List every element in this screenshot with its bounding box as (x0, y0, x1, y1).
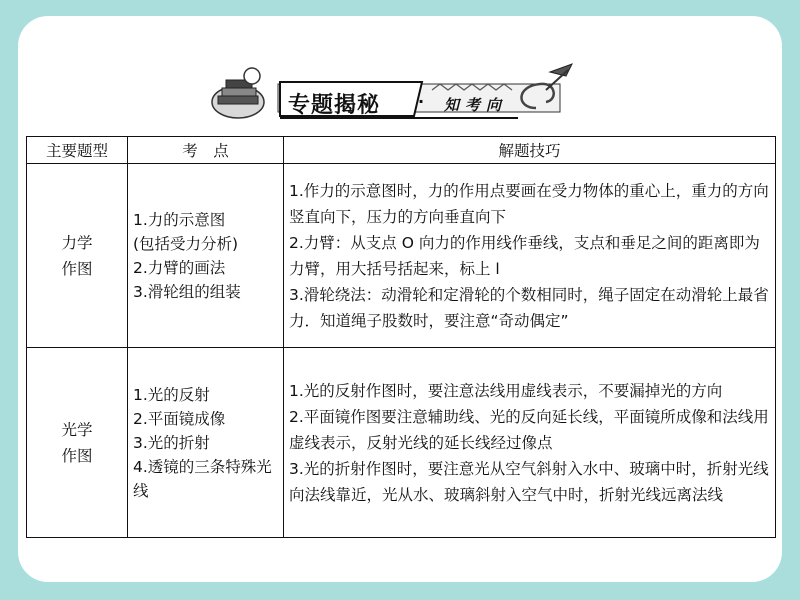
row-type-line: 光学 (61, 420, 93, 439)
header-points: 考 点 (128, 137, 284, 164)
row-tips-cell (284, 348, 776, 538)
table-row (27, 164, 776, 348)
banner-decoration (200, 62, 580, 126)
point-item: 3.滑轮组的组装 (133, 282, 241, 301)
section-banner (200, 62, 580, 126)
tip-item: 3.滑轮绕法：动滑轮和定滑轮的个数相同时，绳子固定在动滑轮上最省力．知道绳子股数时，要注意“奇动偶定” (289, 285, 769, 330)
row-type-cell (27, 164, 128, 348)
tip-item: 1.光的反射作图时，要注意法线用虚线表示，不要漏掉光的方向 (289, 381, 723, 400)
point-item: 3.光的折射 (133, 433, 210, 452)
point-item: 2.平面镜成像 (133, 409, 226, 428)
table-row (27, 348, 776, 538)
tip-item: 3.光的折射作图时，要注意光从空气斜射入水中、玻璃中时，折射光线向法线靠近，光从水、玻璃斜射入空气中时，折射光线远离法线 (289, 459, 769, 504)
row-tips-cell (284, 164, 776, 348)
header-type: 主要题型 (27, 137, 128, 164)
tip-item: 1.作力的示意图时，力的作用点要画在受力物体的重心上，重力的方向竖直向下，压力的方向垂直向下 (289, 181, 769, 226)
row-points-cell (128, 348, 284, 538)
row-type-cell (27, 348, 128, 538)
summary-table (26, 136, 776, 538)
tip-item: 2.平面镜作图要注意辅助线、光的反向延长线，平面镜所成像和法线用虚线表示，反射光线的延长线经过像点 (289, 407, 769, 452)
point-item: 4.透镜的三条特殊光线 (133, 457, 272, 500)
header-tips: 解题技巧 (284, 137, 776, 164)
row-type-line: 作图 (61, 446, 93, 465)
point-item: 1.光的反射 (133, 385, 210, 404)
tip-item: 2.力臂：从支点 O 向力的作用线作垂线，支点和垂足之间的距离即为力臂，用大括号括起来，标上 l (289, 233, 760, 278)
point-item: 2.力臂的画法 (133, 258, 226, 277)
banner-dot: · (418, 92, 425, 111)
book-stack-icon (212, 68, 264, 118)
banner-subtitle: 知考向 (444, 96, 508, 114)
banner-title: 专题揭秘 (288, 93, 381, 118)
row-type-line: 作图 (61, 259, 93, 278)
table-header-row (27, 137, 776, 164)
point-item: 1.力的示意图 (133, 210, 226, 229)
row-type-line: 力学 (61, 233, 93, 252)
row-points-cell (128, 164, 284, 348)
point-item: (包括受力分析) (133, 234, 239, 253)
